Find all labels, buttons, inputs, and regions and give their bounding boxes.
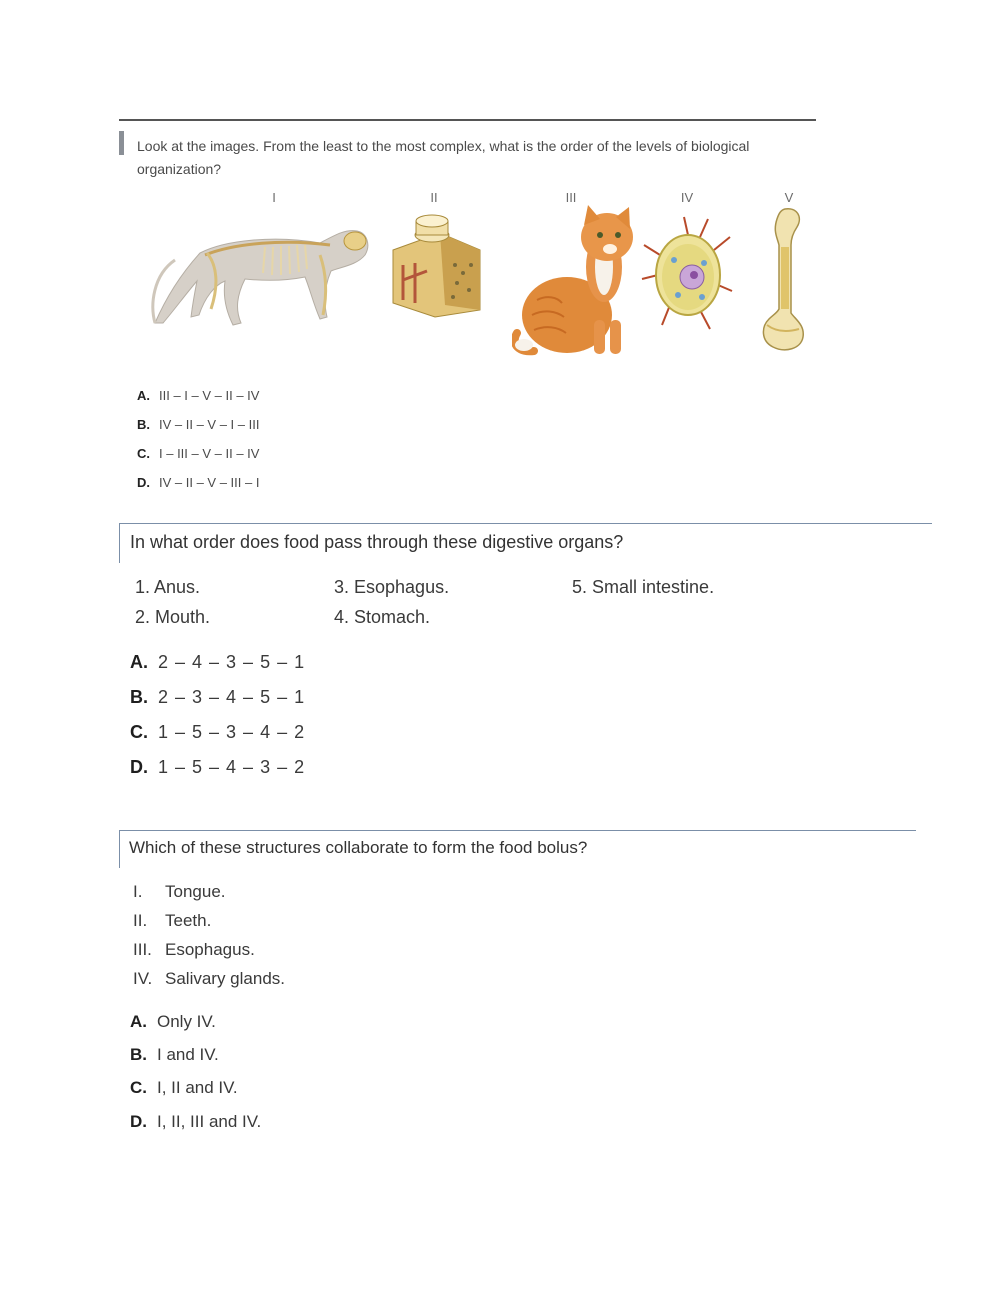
question-2-left-bar <box>119 523 120 563</box>
q2-item-mouth: 2. Mouth. <box>135 607 211 627</box>
q3-item-tongue-text: Tongue. <box>165 882 226 901</box>
q2-item-anus: 1. Anus. <box>135 577 201 597</box>
q1-option-b[interactable] <box>137 417 259 432</box>
cat-skeleton-figure <box>145 205 375 340</box>
figure-label-i: I <box>272 190 276 205</box>
figure-label-ii: II <box>430 190 438 205</box>
question-3-prompt: Which of these structures collaborate to form the food bolus? <box>129 838 588 857</box>
q1-option-c-text: I – III – V – II – IV <box>159 446 260 461</box>
q2-option-a[interactable] <box>130 652 305 673</box>
question-2-top-rule <box>119 523 932 524</box>
q3-option-b-letter: B. <box>130 1045 147 1064</box>
cell-figure <box>640 205 735 335</box>
q3-item-teeth-text: Teeth. <box>165 911 212 930</box>
q2-option-d[interactable] <box>130 757 305 778</box>
q1-option-b-text: IV – II – V – I – III <box>159 417 260 432</box>
q1-option-a-text: III – I – V – II – IV <box>159 388 260 403</box>
q2-item-esophagus: 3. Esophagus. <box>334 577 450 597</box>
q3-item-teeth-num: II. <box>133 911 148 930</box>
q2-option-c-letter: C. <box>130 722 148 742</box>
q3-item-salivary-glands-text: Salivary glands. <box>165 969 286 988</box>
q2-option-a-letter: A. <box>130 652 148 672</box>
q1-option-d-letter: D. <box>137 475 150 490</box>
figure-label-v: V <box>784 190 794 205</box>
figure-label-iv: IV <box>680 190 694 205</box>
q3-option-a-letter: A. <box>130 1012 147 1031</box>
q3-option-c[interactable] <box>130 1078 238 1098</box>
q2-option-c[interactable] <box>130 722 305 743</box>
question-1-top-rule <box>119 119 816 121</box>
q1-option-c[interactable] <box>137 446 259 461</box>
q3-option-a[interactable] <box>130 1012 216 1032</box>
q2-option-b-letter: B. <box>130 687 148 707</box>
figure-label-iii: III <box>565 190 577 205</box>
question-1-marker <box>119 131 124 155</box>
q3-option-d-text: I, II, III and IV. <box>157 1112 262 1131</box>
q2-option-b[interactable] <box>130 687 305 708</box>
q1-option-a[interactable] <box>137 388 259 403</box>
q1-option-a-letter: A. <box>137 388 150 403</box>
long-bone-figure <box>755 205 810 355</box>
q3-option-b[interactable] <box>130 1045 219 1065</box>
q2-option-d-letter: D. <box>130 757 148 777</box>
q2-option-b-text: 2 – 3 – 4 – 5 – 1 <box>158 687 306 707</box>
q2-option-a-text: 2 – 4 – 3 – 5 – 1 <box>158 652 306 672</box>
q3-item-salivary-glands <box>133 969 285 989</box>
q3-option-d[interactable] <box>130 1112 261 1132</box>
q2-item-small-intestine: 5. Small intestine. <box>572 577 715 597</box>
q3-option-c-text: I, II and IV. <box>157 1078 238 1097</box>
q3-item-salivary-glands-num: IV. <box>133 969 153 988</box>
q1-option-d-text: IV – II – V – III – I <box>159 475 260 490</box>
q3-item-esophagus-text: Esophagus. <box>165 940 255 959</box>
question-2-prompt: In what order does food pass through these digestive organs? <box>130 532 624 552</box>
q3-option-b-text: I and IV. <box>157 1045 219 1064</box>
q2-item-stomach: 4. Stomach. <box>334 607 431 627</box>
q1-option-d[interactable] <box>137 475 259 490</box>
q3-item-teeth <box>133 911 211 931</box>
q3-option-a-text: Only IV. <box>157 1012 216 1031</box>
q3-item-tongue <box>133 882 226 902</box>
q3-item-tongue-num: I. <box>133 882 143 901</box>
orange-cat-figure <box>512 205 637 357</box>
q2-option-d-text: 1 – 5 – 4 – 3 – 2 <box>158 757 306 777</box>
q3-option-d-letter: D. <box>130 1112 147 1131</box>
question-1-prompt: Look at the images. From the least to the most complex, what is the order of the levels of biological organization? <box>137 138 750 177</box>
q2-option-c-text: 1 – 5 – 3 – 4 – 2 <box>158 722 306 742</box>
q1-option-c-letter: C. <box>137 446 150 461</box>
question-3-top-rule <box>119 830 916 831</box>
q3-item-esophagus-num: III. <box>133 940 152 959</box>
q3-option-c-letter: C. <box>130 1078 147 1097</box>
q3-item-esophagus <box>133 940 255 960</box>
q1-option-b-letter: B. <box>137 417 150 432</box>
bone-tissue-figure <box>385 205 485 320</box>
question-3-left-bar <box>119 830 120 868</box>
